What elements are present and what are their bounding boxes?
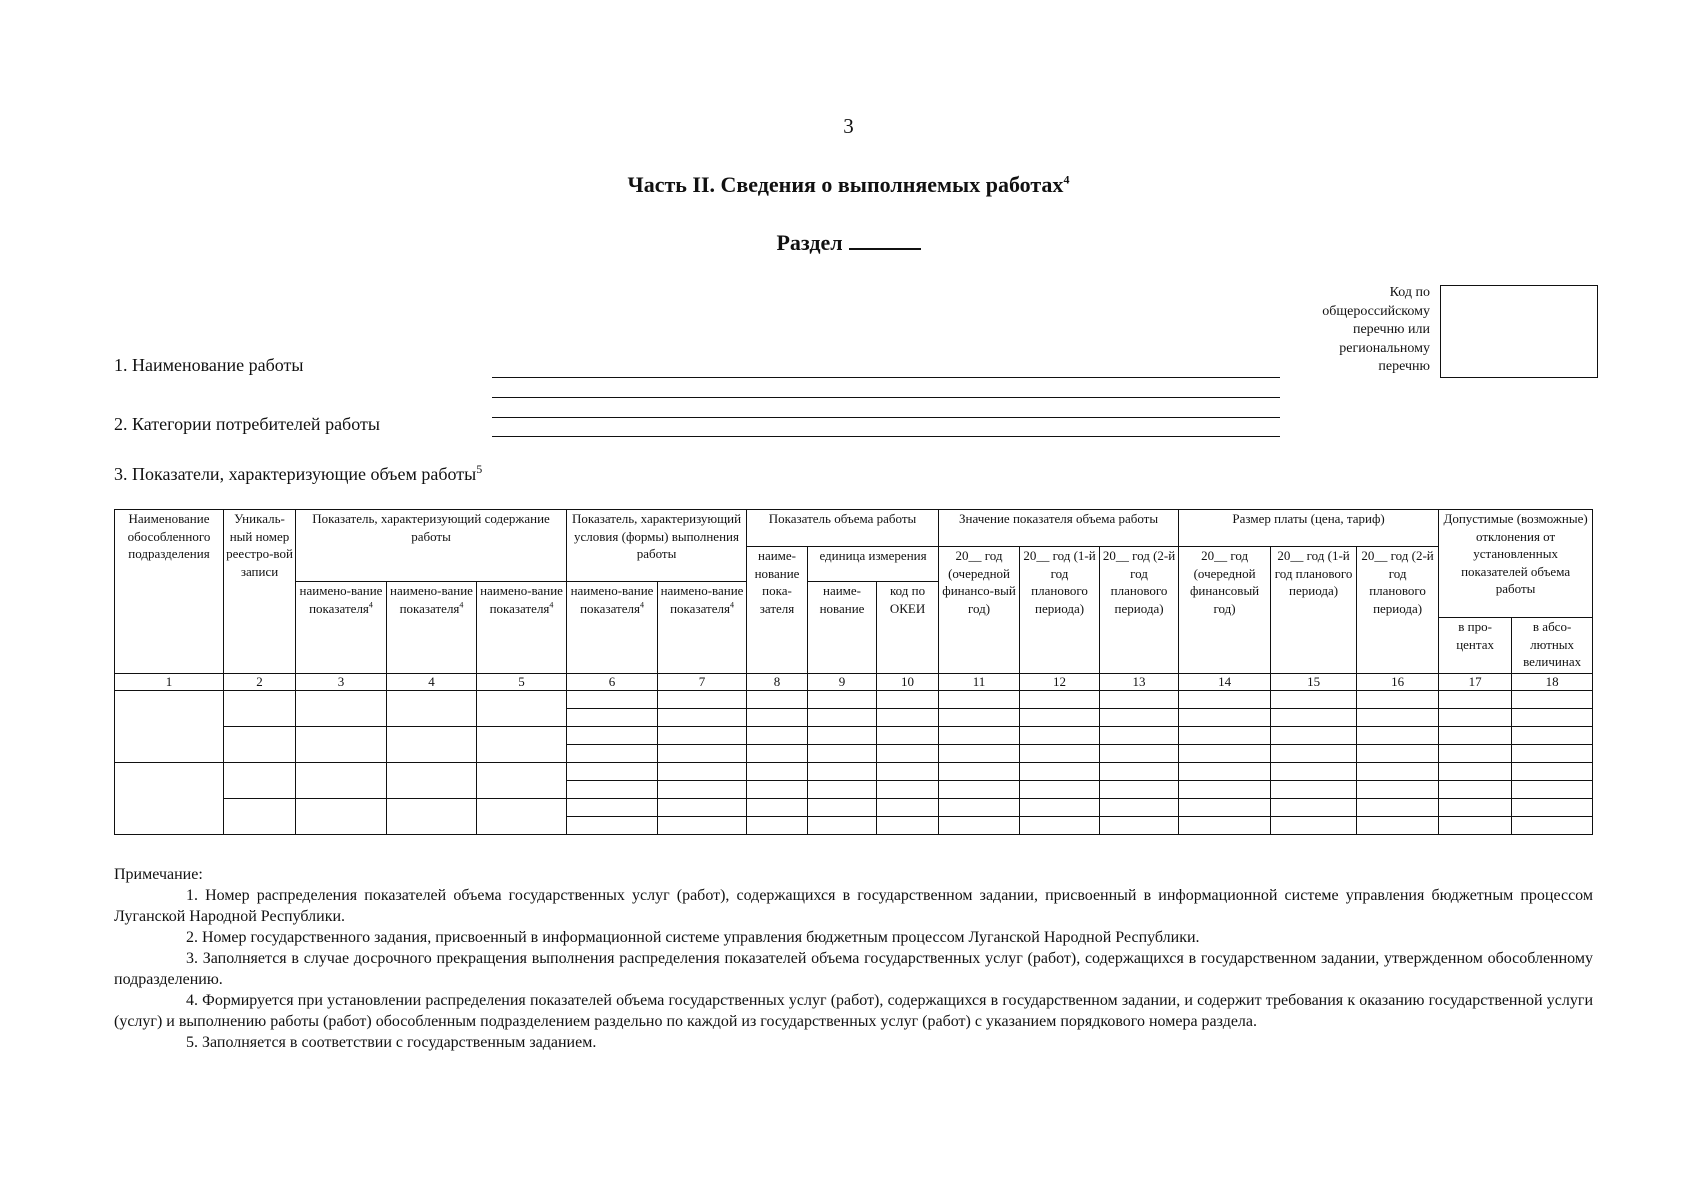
column-number: 13 (1100, 674, 1179, 691)
table-cell[interactable] (1020, 781, 1100, 799)
table-cell[interactable] (808, 745, 877, 763)
table-cell[interactable] (567, 745, 658, 763)
table-cell[interactable] (477, 691, 567, 727)
table-cell[interactable] (567, 799, 658, 817)
column-number: 11 (939, 674, 1020, 691)
header-indicator-name-footnote: 4 (729, 600, 734, 610)
header-indicator-name-footnote: 4 (549, 600, 554, 610)
code-label (1280, 284, 1430, 377)
part-title-footnote: 4 (1063, 172, 1070, 187)
table-cell[interactable] (567, 817, 658, 835)
table-cell[interactable] (1271, 709, 1357, 727)
header-fee-current: 20__ год (очередной финансовый год) (1179, 547, 1271, 674)
table-cell[interactable] (224, 727, 296, 763)
table-cell[interactable] (658, 727, 747, 745)
header-vol-indicator-name: наиме-нование пока-зателя (747, 547, 808, 674)
table-cell[interactable] (747, 799, 808, 817)
work-name-line-1 (492, 377, 1280, 378)
code-label-line: общероссийскому (1322, 303, 1430, 319)
header-volume-indicator: Показатель объема работы (747, 510, 939, 547)
table-cell[interactable] (1512, 781, 1593, 799)
table-cell[interactable] (1271, 817, 1357, 835)
table-cell[interactable] (877, 745, 939, 763)
note-item: 1. Номер распределения показателей объема государственных услуг (работ), содержащихся в государственном задании, присвоенный в информационной системе управления бюджетным процессом Луганской Народной Республики. (114, 887, 1593, 925)
header-content-indicator: Показатель, характеризующий содержание работы (296, 510, 567, 582)
table-cell[interactable] (1179, 781, 1271, 799)
column-number: 10 (877, 674, 939, 691)
table-cell[interactable] (939, 691, 1020, 709)
table-cell[interactable] (808, 781, 877, 799)
volume-indicators-table (114, 509, 1593, 835)
consumer-categories-line-2 (492, 436, 1280, 437)
work-name-line-2 (492, 397, 1280, 398)
note-item: 3. Заполняется в случае досрочного прекращения выполнения распределения показателей объема государственных услуг (работ), содержащихся в государственном задании, утвержденном обособленному подразделению. (114, 950, 1593, 988)
page-number: 3 (843, 114, 854, 138)
table-cell[interactable] (224, 763, 296, 799)
table-row (115, 763, 1593, 781)
table-cell[interactable] (747, 781, 808, 799)
column-number: 9 (808, 674, 877, 691)
header-unit-measure: единица измерения (808, 547, 939, 582)
table-cell[interactable] (1439, 727, 1512, 745)
code-label-line: перечню (1378, 359, 1430, 374)
table-cell[interactable] (808, 799, 877, 817)
table-cell[interactable] (387, 691, 477, 727)
table-cell[interactable] (296, 763, 387, 799)
table-cell[interactable] (658, 817, 747, 835)
header-fee-size: Размер платы (цена, тариф) (1179, 510, 1439, 547)
header-fee-plan1: 20__ год (1-й год планового периода) (1271, 547, 1357, 674)
volume-indicators-text: 3. Показатели, характеризующие объем работы (114, 464, 477, 484)
table-cell[interactable] (115, 691, 224, 763)
table-cell[interactable] (808, 709, 877, 727)
table-cell[interactable] (1100, 691, 1179, 709)
header-volume-value: Значение показателя объема работы (939, 510, 1179, 547)
table-cell[interactable] (939, 745, 1020, 763)
table-cell[interactable] (1100, 709, 1179, 727)
header-indicator-name-footnote: 4 (639, 600, 644, 610)
table-cell[interactable] (1357, 763, 1439, 781)
header-registry-number: Уникаль-ный номер реестро-вой записи (224, 510, 296, 674)
column-number: 4 (387, 674, 477, 691)
table-cell[interactable] (387, 799, 477, 835)
table-cell[interactable] (1439, 763, 1512, 781)
header-unit-name: Наименование обособленного подразделения (115, 510, 224, 674)
table-cell[interactable] (1179, 763, 1271, 781)
header-indicator-name (296, 582, 387, 674)
table-cell[interactable] (877, 709, 939, 727)
column-number: 2 (224, 674, 296, 691)
table-cell[interactable] (1512, 799, 1593, 817)
table-cell[interactable] (1357, 817, 1439, 835)
table-cell[interactable] (1439, 799, 1512, 817)
table-cell[interactable] (1512, 727, 1593, 745)
table-cell[interactable] (1179, 709, 1271, 727)
table-cell[interactable] (939, 763, 1020, 781)
table-cell[interactable] (877, 799, 939, 817)
table-cell[interactable] (877, 763, 939, 781)
header-unit-measure-name: наиме-нование (808, 582, 877, 674)
table-cell[interactable] (1512, 817, 1593, 835)
table-cell[interactable] (1179, 799, 1271, 817)
table-cell[interactable] (477, 727, 567, 763)
table-cell[interactable] (224, 691, 296, 727)
table-cell[interactable] (477, 799, 567, 835)
table-cell[interactable] (1179, 691, 1271, 709)
table-cell[interactable] (296, 691, 387, 727)
header-okei-code: код по ОКЕИ (877, 582, 939, 674)
header-year-plan1: 20__ год (1-й год планового периода) (1020, 547, 1100, 674)
table-cell[interactable] (387, 727, 477, 763)
table-cell[interactable] (224, 799, 296, 835)
header-fee-plan2: 20__ год (2-й год планового периода) (1357, 547, 1439, 674)
table-cell[interactable] (567, 709, 658, 727)
table-cell[interactable] (747, 763, 808, 781)
table-cell[interactable] (1439, 709, 1512, 727)
table-cell[interactable] (567, 727, 658, 745)
table-cell[interactable] (1271, 745, 1357, 763)
header-conditions-indicator: Показатель, характеризующий условия (формы) выполнения работы (567, 510, 747, 582)
header-deviations: Допустимые (возможные) отклонения от установленных показателей объема работы (1439, 510, 1593, 618)
table-cell[interactable] (1020, 799, 1100, 817)
table-row (115, 799, 1593, 817)
table-cell[interactable] (658, 691, 747, 709)
section-title (0, 230, 1697, 256)
column-number: 18 (1512, 674, 1593, 691)
header-indicator-name-text: наимено-вание показателя (570, 583, 654, 616)
table-cell[interactable] (1020, 817, 1100, 835)
table-cell[interactable] (658, 709, 747, 727)
notes (114, 864, 1593, 1053)
table-cell[interactable] (1179, 727, 1271, 745)
header-indicator-name-text: наимено-вание показателя (480, 583, 563, 616)
table-cell[interactable] (939, 817, 1020, 835)
note-item: 4. Формируется при установлении распределения показателей объема государственных услуг (работ), содержащихся в государственном задании, и содержит требования к оказанию государственной услуги (услуг) и выполнению работы (работ) обособленным подразделением раздельно по каждой из государственных услуг (работ) с указанием порядкового номера раздела. (114, 992, 1593, 1030)
table-cell[interactable] (1357, 691, 1439, 709)
table-cell[interactable] (1100, 727, 1179, 745)
table-cell[interactable] (939, 709, 1020, 727)
table-cell[interactable] (658, 745, 747, 763)
table-cell[interactable] (567, 781, 658, 799)
table-cell[interactable] (747, 817, 808, 835)
header-indicator-name-footnote: 4 (368, 600, 373, 610)
table-cell[interactable] (387, 763, 477, 799)
table-cell[interactable] (1512, 709, 1593, 727)
table-cell[interactable] (1439, 817, 1512, 835)
header-in-absolute: в абсо-лютных величинах (1512, 618, 1593, 674)
code-label-line: перечню или (1352, 322, 1430, 337)
table-cell[interactable] (808, 817, 877, 835)
table-cell[interactable] (1020, 763, 1100, 781)
table-cell[interactable] (1100, 745, 1179, 763)
column-number: 1 (115, 674, 224, 691)
table-cell[interactable] (1439, 691, 1512, 709)
table-cell[interactable] (939, 799, 1020, 817)
table-cell[interactable] (1271, 727, 1357, 745)
table-cell[interactable] (1020, 745, 1100, 763)
column-number: 6 (567, 674, 658, 691)
consumer-categories-label: 2. Категории потребителей работы (114, 414, 380, 434)
table-cell[interactable] (747, 745, 808, 763)
table-row (115, 691, 1593, 709)
table-cell[interactable] (808, 763, 877, 781)
header-indicator-name-text: наимено-вание показателя (299, 583, 383, 616)
column-number: 15 (1271, 674, 1357, 691)
table-cell[interactable] (1179, 817, 1271, 835)
table-cell[interactable] (296, 727, 387, 763)
table-cell[interactable] (658, 799, 747, 817)
section-label: Раздел (776, 230, 843, 255)
table-cell[interactable] (877, 691, 939, 709)
table-row (115, 727, 1593, 745)
table-cell[interactable] (1512, 691, 1593, 709)
table-cell[interactable] (296, 799, 387, 835)
header-indicator-name (567, 582, 658, 674)
column-number: 17 (1439, 674, 1512, 691)
table-cell[interactable] (877, 817, 939, 835)
column-number: 16 (1357, 674, 1439, 691)
table-cell[interactable] (477, 763, 567, 799)
table-cell[interactable] (1271, 691, 1357, 709)
table-cell[interactable] (1100, 799, 1179, 817)
code-label-line: региональному (1339, 340, 1430, 356)
table-cell[interactable] (115, 763, 224, 835)
code-label-line: Код по (1389, 285, 1430, 300)
note-item: 2. Номер государственного задания, присвоенный в информационной системе управления бюджетным процессом Луганской Народной Республики. (186, 929, 1200, 946)
table-cell[interactable] (658, 781, 747, 799)
header-indicator-name (477, 582, 567, 674)
table-cell[interactable] (1100, 817, 1179, 835)
header-indicator-name-text: наимено-вание показателя (390, 583, 473, 616)
header-indicator-name (387, 582, 477, 674)
column-number: 3 (296, 674, 387, 691)
table-cell[interactable] (1439, 745, 1512, 763)
part-title (0, 172, 1697, 198)
table-cell[interactable] (1357, 727, 1439, 745)
volume-indicators-label (114, 462, 482, 485)
column-number: 14 (1179, 674, 1271, 691)
table-cell[interactable] (1271, 781, 1357, 799)
table-cell[interactable] (1020, 691, 1100, 709)
table-cell[interactable] (939, 727, 1020, 745)
part-title-text: Часть II. Сведения о выполняемых работах (627, 172, 1064, 197)
table-cell[interactable] (1512, 763, 1593, 781)
table-cell[interactable] (567, 691, 658, 709)
work-name-label: 1. Наименование работы (114, 355, 304, 375)
table-cell[interactable] (877, 727, 939, 745)
table-cell[interactable] (747, 709, 808, 727)
header-indicator-name-footnote: 4 (459, 600, 464, 610)
table-cell[interactable] (1179, 745, 1271, 763)
table-cell[interactable] (1357, 709, 1439, 727)
column-number: 12 (1020, 674, 1100, 691)
code-input-box[interactable] (1440, 285, 1598, 378)
volume-indicators-footnote: 5 (476, 462, 483, 476)
header-indicator-name-text: наимено-вание показателя (660, 583, 744, 616)
table-cell[interactable] (1100, 781, 1179, 799)
column-number: 8 (747, 674, 808, 691)
table-cell[interactable] (1020, 727, 1100, 745)
note-item: 5. Заполняется в соответствии с государственным заданием. (186, 1034, 597, 1051)
table-cell[interactable] (1271, 763, 1357, 781)
table-cell[interactable] (747, 727, 808, 745)
table-cell[interactable] (1020, 709, 1100, 727)
table-cell[interactable] (1100, 763, 1179, 781)
column-number: 7 (658, 674, 747, 691)
table-cell[interactable] (939, 781, 1020, 799)
table-cell[interactable] (747, 691, 808, 709)
table-cell[interactable] (658, 763, 747, 781)
column-number: 5 (477, 674, 567, 691)
table-cell[interactable] (1439, 781, 1512, 799)
table-cell[interactable] (1357, 745, 1439, 763)
notes-title: Примечание: (114, 866, 203, 883)
header-in-percent: в про-центах (1439, 618, 1512, 674)
header-year-plan2: 20__ год (2-й год планового периода) (1100, 547, 1179, 674)
table-cell[interactable] (1271, 799, 1357, 817)
table-cell[interactable] (808, 727, 877, 745)
table-cell[interactable] (567, 763, 658, 781)
table-cell[interactable] (877, 781, 939, 799)
table-cell[interactable] (808, 691, 877, 709)
section-number-blank (849, 230, 921, 250)
table-cell[interactable] (1512, 745, 1593, 763)
table-cell[interactable] (1357, 799, 1439, 817)
consumer-categories-line-1 (492, 417, 1280, 418)
header-year-current: 20__ год (очередной финансо-вый год) (939, 547, 1020, 674)
header-indicator-name (658, 582, 747, 674)
table-cell[interactable] (1357, 781, 1439, 799)
